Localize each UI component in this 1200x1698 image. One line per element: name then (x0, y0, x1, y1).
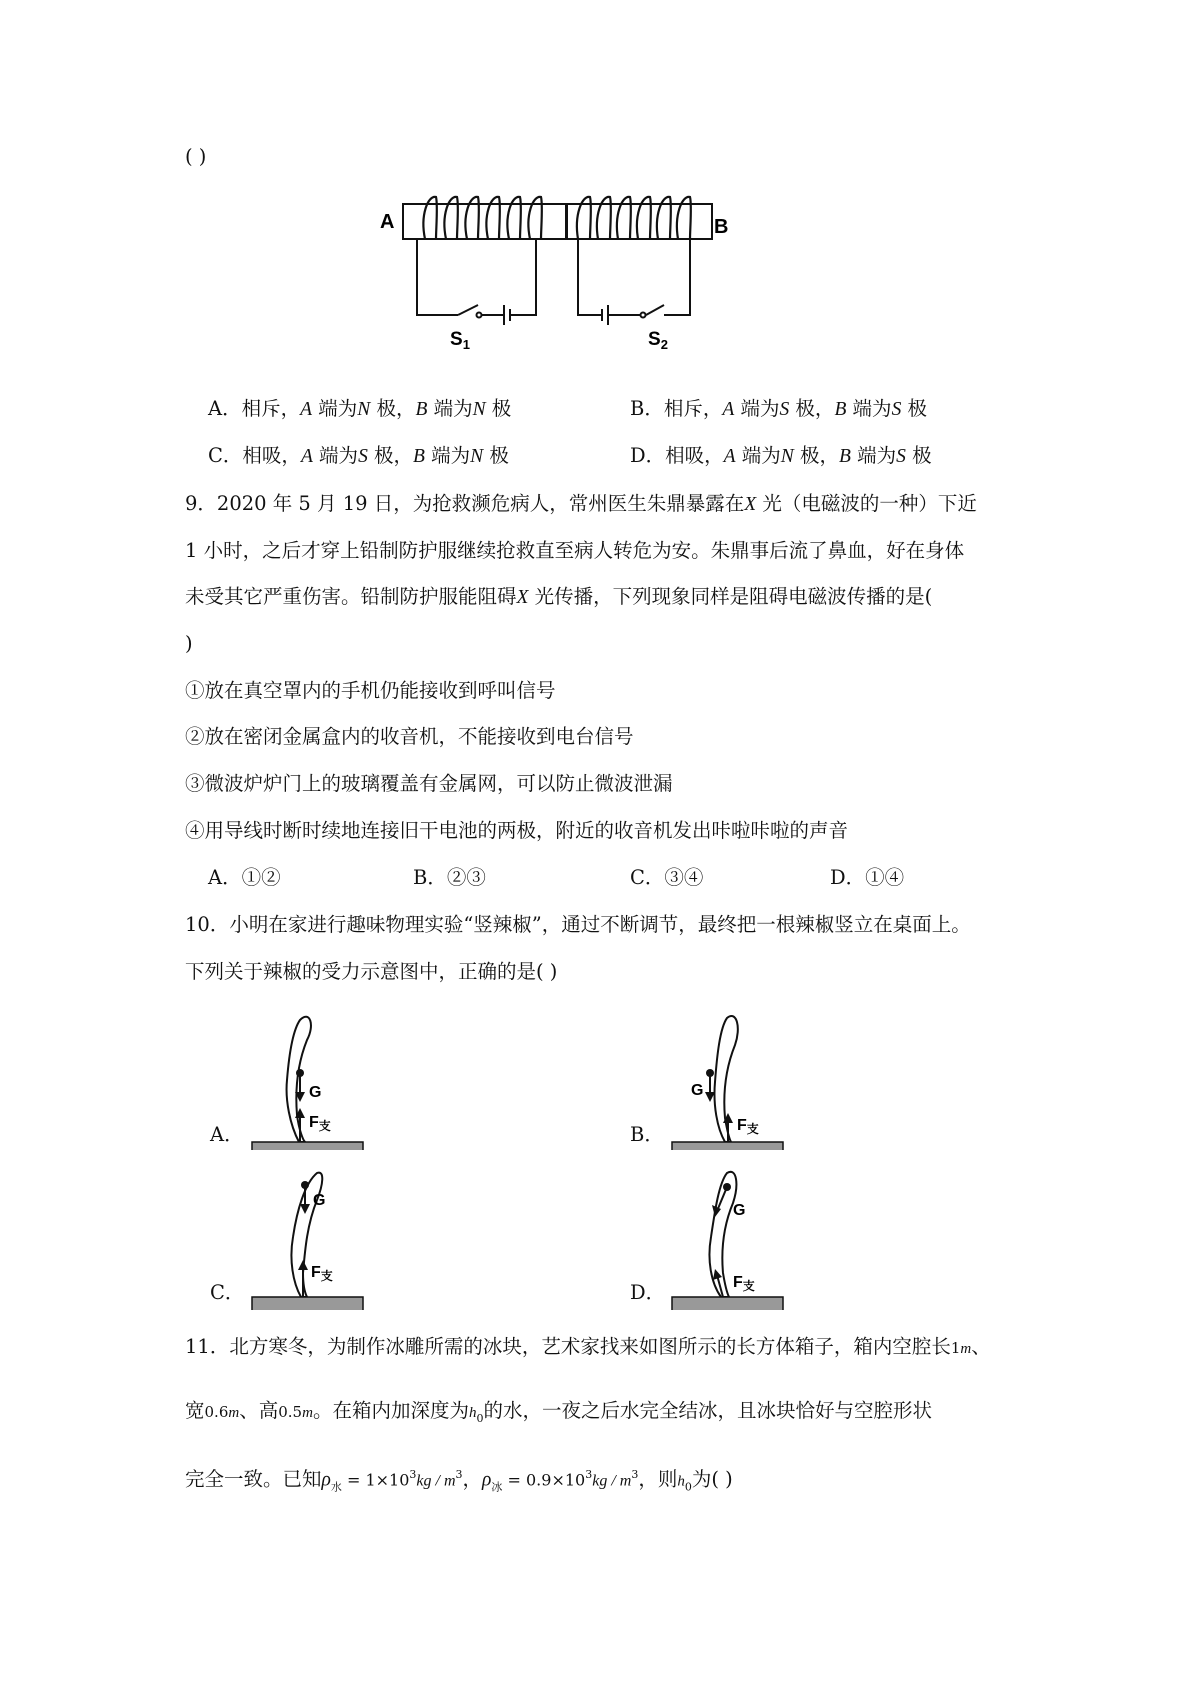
pepper-figure-b (665, 1010, 795, 1150)
svg-text:G: G (691, 1082, 704, 1099)
q8-option-a: A．相斥，A 端为N 极，B 端为N 极 (208, 397, 512, 420)
q9-item-4: ④用导线时断时续地连接旧干电池的两极，附近的收音机发出咔啦咔啦的声音 (185, 819, 849, 842)
switch-s1-label: $S_1$ (450, 329, 470, 352)
q9-option-d: D．①④ (830, 866, 905, 889)
q9-line-1: 9．2020 年 5 月 19 日，为抢救濒危病人，常州医生朱鼎暴露在X 光（电磁波的一种）下近 (185, 492, 977, 515)
circuit-2 (578, 239, 690, 325)
q9-option-a: A．①② (208, 866, 281, 889)
q9-line-3: 未受其它严重伤害。铅制防护服能阻碍X 光传播，下列现象同样是阻碍电磁波传播的是( (185, 585, 933, 608)
q8-option-d: D．相吸，A 端为N 极，B 端为S 极 (630, 444, 932, 467)
solenoid-circuit-figure (380, 185, 800, 360)
svg-text:G: G (309, 1084, 322, 1101)
svg-text:F支: F支 (309, 1114, 331, 1133)
q8-paren: ( ) (185, 145, 207, 168)
svg-text:F支: F支 (737, 1117, 759, 1136)
q10-line-1: 10．小明在家进行趣味物理实验“竖辣椒”，通过不断调节，最终把一根辣椒竖立在桌面上。 (185, 913, 971, 936)
q9-item-2: ②放在密闭金属盒内的收音机，不能接收到电台信号 (185, 725, 634, 748)
q11-line-3: 完全一致。已知$\rho_水 = 1\times 10^3kg / m^3$，$\rho_冰 = 0.9\times 10^3kg / m^3$，则$h_0$为( ) (185, 1467, 733, 1494)
svg-text:F支: F支 (733, 1274, 755, 1293)
q8-option-b: B．相斥，A 端为S 极，B 端为S 极 (630, 397, 928, 420)
q9-option-c: C．③④ (630, 866, 704, 889)
pepper-figure-d (665, 1165, 795, 1310)
svg-text:G: G (313, 1192, 326, 1209)
pepper-figure-c (245, 1165, 375, 1310)
circuit-1 (417, 239, 536, 325)
q9-item-1: ①放在真空罩内的手机仍能接收到呼叫信号 (185, 679, 556, 702)
q11-line-1: 11．北方寒冬，为制作冰雕所需的冰块，艺术家找来如图所示的长方体箱子，箱内空腔长1m、 (185, 1335, 991, 1358)
svg-text:F支: F支 (311, 1264, 333, 1283)
switch-s2-label: $S_2$ (648, 329, 668, 352)
q10-option-a-letter: A． (210, 1123, 244, 1146)
q9-item-3: ③微波炉炉门上的玻璃覆盖有金属网，可以防止微波泄漏 (185, 772, 673, 795)
q9-line-4: ) (185, 632, 193, 655)
q9-option-b: B．②③ (413, 866, 486, 889)
q10-option-b-letter: B． (630, 1123, 664, 1146)
label-b: B (714, 216, 729, 238)
q9-line-2: 1 小时，之后才穿上铅制防护服继续抢救直至病人转危为安。朱鼎事后流了鼻血，好在身体 (185, 539, 965, 562)
q8-option-c: C．相吸，A 端为S 极，B 端为N 极 (208, 444, 509, 467)
label-a: A (380, 211, 395, 233)
svg-text:G: G (733, 1202, 746, 1219)
pepper-figure-a (245, 1010, 375, 1150)
q10-option-d-letter: D． (630, 1281, 666, 1304)
q10-option-c-letter: C． (210, 1281, 245, 1304)
q11-line-2: 宽0.6m、高0.5m。在箱内加深度为$h_0$的水，一夜之后水完全结冰，且冰块恰好与空腔形状 (185, 1399, 932, 1425)
q10-line-2: 下列关于辣椒的受力示意图中，正确的是( ) (185, 960, 558, 983)
